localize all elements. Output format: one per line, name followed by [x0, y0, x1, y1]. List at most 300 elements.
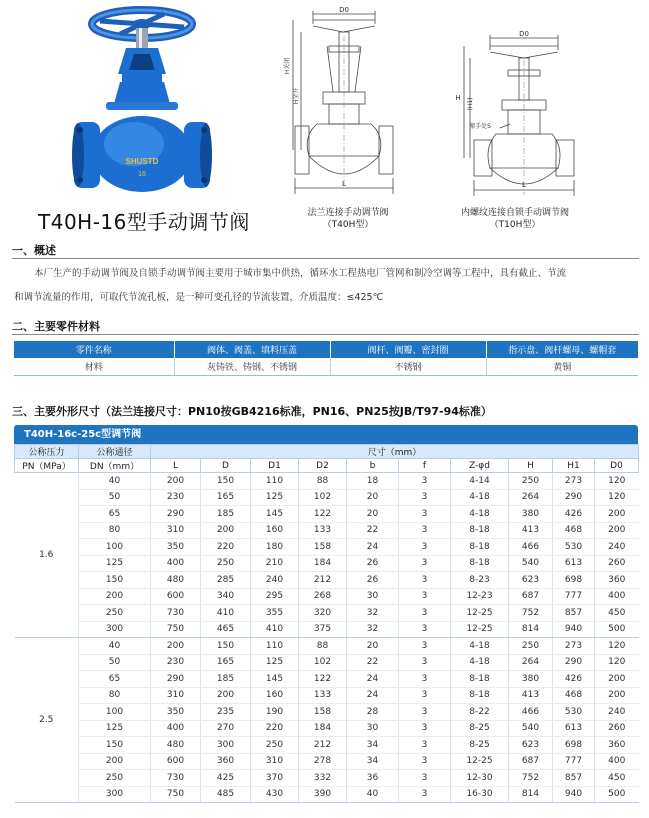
table-row	[15, 522, 639, 539]
dimension-cell: 200	[595, 671, 639, 688]
dimension-cell: 8-18	[451, 555, 509, 572]
dimension-cell: 332	[299, 770, 347, 787]
dimension-cell: 940	[553, 786, 595, 803]
dimension-cell: 540	[509, 720, 553, 737]
dimension-cell: 160	[251, 522, 299, 539]
diameter-cell: 150	[79, 572, 151, 589]
column-header: b	[347, 459, 399, 473]
dimension-cell: 500	[595, 621, 639, 638]
dimension-cell: 3	[399, 489, 451, 506]
dimension-cell: 264	[509, 654, 553, 671]
flange-drawing-caption	[278, 207, 418, 231]
dimension-cell: 426	[553, 506, 595, 523]
dimension-cell: 300	[201, 737, 251, 754]
table-row	[15, 489, 639, 506]
dimension-cell: 268	[299, 588, 347, 605]
table-row	[15, 638, 639, 655]
table-row	[15, 621, 639, 638]
table-row	[15, 753, 639, 770]
dimension-cell: 18	[347, 473, 399, 490]
diameter-cell: 125	[79, 720, 151, 737]
dimension-cell: 270	[201, 720, 251, 737]
dimension-cell: 3	[399, 687, 451, 704]
dimension-cell: 200	[201, 522, 251, 539]
dimension-cell: 8-18	[451, 539, 509, 556]
dimension-cell: 88	[299, 638, 347, 655]
dimension-cell: 273	[553, 638, 595, 655]
dimension-cell: 220	[251, 720, 299, 737]
dimension-cell: 3	[399, 770, 451, 787]
dimension-cell: 260	[595, 720, 639, 737]
table-row	[15, 506, 639, 523]
dimension-cell: 3	[399, 522, 451, 539]
dimension-cell: 600	[151, 753, 201, 770]
materials-cell: 不锈钢	[330, 358, 486, 375]
dimension-cell: 3	[399, 753, 451, 770]
dimension-cell: 165	[201, 654, 251, 671]
overview-line-2: 和调节流量的作用，可取代节流孔板，是一种可变孔径的节流装置，介质温度：≤425℃	[14, 292, 384, 303]
materials-header-cell: 指示盘、阀杆螺母、螺帽套	[486, 341, 638, 358]
column-header: H1	[553, 459, 595, 473]
diameter-cell: 250	[79, 770, 151, 787]
dimensions-subheader-row	[15, 459, 639, 473]
dimension-cell: 3	[399, 786, 451, 803]
dimension-cell: 88	[299, 473, 347, 490]
dimension-cell: 28	[347, 704, 399, 721]
dimension-cell: 12-25	[451, 605, 509, 622]
dimension-cell: 350	[151, 539, 201, 556]
dimension-cell: 360	[595, 737, 639, 754]
dimension-cell: 200	[151, 638, 201, 655]
column-header: D2	[299, 459, 347, 473]
dimension-cell: 310	[251, 753, 299, 770]
dimension-cell: 230	[151, 489, 201, 506]
dimension-cell: 273	[553, 473, 595, 490]
dimension-cell: 26	[347, 572, 399, 589]
diameter-cell: 50	[79, 489, 151, 506]
dimension-cell: 8-18	[451, 687, 509, 704]
dimension-cell: 26	[347, 555, 399, 572]
materials-header-cell: 零件名称	[14, 341, 174, 358]
dim-label-h-open: H全开	[293, 87, 300, 105]
dimension-cell: 400	[151, 555, 201, 572]
dimension-cell: 36	[347, 770, 399, 787]
dimension-cell: 360	[595, 572, 639, 589]
dimension-cell: 133	[299, 522, 347, 539]
caption-line: 内螺纹连接自锁手动调节阀	[460, 208, 569, 218]
dimension-cell: 8-18	[451, 522, 509, 539]
dimension-cell: 375	[299, 621, 347, 638]
dimension-cell: 3	[399, 473, 451, 490]
dimension-cell: 32	[347, 621, 399, 638]
dimension-cell: 40	[347, 786, 399, 803]
dimension-cell: 12-25	[451, 621, 509, 638]
column-header: D1	[251, 459, 299, 473]
dimension-cell: 250	[509, 473, 553, 490]
dimension-cell: 34	[347, 737, 399, 754]
dimension-cell: 120	[595, 654, 639, 671]
dimension-cell: 466	[509, 704, 553, 721]
dimension-cell: 264	[509, 489, 553, 506]
dimension-cell: 3	[399, 720, 451, 737]
diameter-cell: 300	[79, 621, 151, 638]
dimension-cell: 466	[509, 539, 553, 556]
dimension-cell: 220	[201, 539, 251, 556]
column-header: D	[201, 459, 251, 473]
table-row	[15, 572, 639, 589]
dimension-cell: 340	[201, 588, 251, 605]
diameter-cell: 250	[79, 605, 151, 622]
caption-line: （T40H型）	[322, 220, 374, 230]
dim-label-d0: D0	[339, 6, 349, 14]
table-row	[15, 720, 639, 737]
dimension-cell: 3	[399, 638, 451, 655]
dimension-cell: 230	[151, 654, 201, 671]
dimension-cell: 450	[595, 770, 639, 787]
dimension-cell: 698	[553, 572, 595, 589]
dimension-cell: 777	[553, 588, 595, 605]
section-divider	[12, 258, 639, 259]
dimension-cell: 12-23	[451, 588, 509, 605]
dimension-cell: 857	[553, 605, 595, 622]
table-row	[15, 605, 639, 622]
dimension-cell: 430	[251, 786, 299, 803]
dimension-cell: 752	[509, 605, 553, 622]
thread-drawing-caption	[432, 207, 598, 231]
dimension-cell: 857	[553, 770, 595, 787]
dimension-cell: 290	[553, 654, 595, 671]
table-row	[15, 539, 639, 556]
dimension-cell: 200	[595, 506, 639, 523]
table-row	[15, 737, 639, 754]
dimension-cell: 355	[251, 605, 299, 622]
dimension-cell: 623	[509, 572, 553, 589]
dimension-cell: 613	[553, 720, 595, 737]
dimension-cell: 8-18	[451, 671, 509, 688]
dimension-cell: 426	[553, 671, 595, 688]
dimension-cell: 480	[151, 572, 201, 589]
dimension-cell: 212	[299, 572, 347, 589]
column-header: f	[399, 459, 451, 473]
dimension-cell: 24	[347, 687, 399, 704]
caption-line: 法兰连接手动调节阀	[307, 208, 389, 218]
dimension-cell: 3	[399, 671, 451, 688]
dimension-cell: 410	[201, 605, 251, 622]
dimension-cell: 200	[595, 687, 639, 704]
dimension-cell: 530	[553, 704, 595, 721]
dimension-cell: 600	[151, 588, 201, 605]
dimension-cell: 185	[201, 506, 251, 523]
dimension-cell: 814	[509, 786, 553, 803]
header-pressure: 公称压力	[15, 445, 79, 459]
dimension-cell: 145	[251, 671, 299, 688]
dimension-cell: 250	[509, 638, 553, 655]
diameter-cell: 125	[79, 555, 151, 572]
dimension-cell: 468	[553, 522, 595, 539]
dimensions-table-title: T40H-16c-25c型调节阀	[14, 425, 638, 444]
pressure-cell: 2.5	[15, 638, 79, 803]
dimension-cell: 3	[399, 506, 451, 523]
dimension-cell: 240	[595, 704, 639, 721]
dimension-cell: 390	[299, 786, 347, 803]
dimension-cell: 4-18	[451, 506, 509, 523]
dimension-cell: 125	[251, 654, 299, 671]
dimension-cell: 212	[299, 737, 347, 754]
dimension-cell: 122	[299, 671, 347, 688]
dimension-cell: 750	[151, 621, 201, 638]
pressure-cell: 1.6	[15, 473, 79, 638]
dimension-cell: 3	[399, 555, 451, 572]
dimension-cell: 145	[251, 506, 299, 523]
diameter-cell: 300	[79, 786, 151, 803]
overview-line-1: 本厂生产的手动调节阀及自锁手动调节阀主要用于城市集中供热，循环水工程热电厂管网和制冷空调等工程中，具有截止、节流	[34, 268, 567, 279]
dimension-cell: 184	[299, 555, 347, 572]
dimension-cell: 777	[553, 753, 595, 770]
dimension-cell: 3	[399, 539, 451, 556]
dimension-cell: 3	[399, 621, 451, 638]
materials-table	[14, 341, 638, 376]
caption-line: （T10H型）	[489, 220, 541, 230]
dimension-cell: 158	[299, 539, 347, 556]
dimension-cell: 158	[299, 704, 347, 721]
dimension-cell: 200	[201, 687, 251, 704]
dimension-cell: 184	[299, 720, 347, 737]
photo-label-bottom: 16	[138, 171, 146, 178]
dimension-cell: 500	[595, 786, 639, 803]
materials-header-cell: 阀杆、阀瓣、密封圈	[330, 341, 486, 358]
dimension-cell: 200	[151, 473, 201, 490]
dimension-cell: 34	[347, 753, 399, 770]
dimension-cell: 20	[347, 489, 399, 506]
column-header: H	[509, 459, 553, 473]
dimension-cell: 480	[151, 737, 201, 754]
dimension-cell: 22	[347, 654, 399, 671]
dim-label-l: L	[522, 181, 526, 189]
dimension-cell: 24	[347, 671, 399, 688]
dimension-cell: 468	[553, 687, 595, 704]
dimension-cell: 400	[595, 588, 639, 605]
section-title-materials: 二、主要零件材料	[12, 320, 100, 333]
dimension-cell: 285	[201, 572, 251, 589]
table-row	[15, 654, 639, 671]
dimension-cell: 750	[151, 786, 201, 803]
dimension-cell: 687	[509, 588, 553, 605]
dimension-cell: 240	[595, 539, 639, 556]
materials-cell: 灰铸铁、铸钢、不锈钢	[174, 358, 330, 375]
dimension-cell: 133	[299, 687, 347, 704]
table-row	[15, 704, 639, 721]
dimension-cell: 3	[399, 654, 451, 671]
dim-label-wrench: 搬手处S	[469, 123, 491, 130]
dimension-cell: 240	[251, 572, 299, 589]
section-title-dimensions: 三、主要外形尺寸（法兰连接尺寸：PN10按GB4216标准，PN16、PN25按JB/T97-94标准）	[12, 405, 492, 418]
dimension-cell: 623	[509, 737, 553, 754]
dimension-cell: 290	[553, 489, 595, 506]
materials-row	[14, 358, 638, 375]
dimension-cell: 370	[251, 770, 299, 787]
dimension-cell: 20	[347, 506, 399, 523]
header-dimensions: 尺寸（mm）	[151, 445, 639, 459]
dimensions-table-block	[14, 425, 638, 803]
dimension-cell: 730	[151, 605, 201, 622]
diameter-cell: 50	[79, 654, 151, 671]
dimension-cell: 190	[251, 704, 299, 721]
dimension-cell: 8-25	[451, 737, 509, 754]
column-header: D0	[595, 459, 639, 473]
product-hero	[0, 0, 649, 240]
dimension-cell: 752	[509, 770, 553, 787]
dimension-cell: 30	[347, 588, 399, 605]
materials-header-cell: 阀体、阀盖、填料压盖	[174, 341, 330, 358]
dimension-cell: 30	[347, 720, 399, 737]
dimension-cell: 290	[151, 506, 201, 523]
dimension-cell: 4-18	[451, 489, 509, 506]
dimension-cell: 310	[151, 687, 201, 704]
dimension-cell: 8-23	[451, 572, 509, 589]
header-dn-unit: DN（mm）	[79, 459, 151, 473]
dimension-cell: 400	[151, 720, 201, 737]
dim-label-h1: (H1)	[467, 97, 474, 111]
dimension-cell: 102	[299, 489, 347, 506]
materials-cell: 黄铜	[486, 358, 638, 375]
dimension-cell: 20	[347, 638, 399, 655]
dimension-cell: 465	[201, 621, 251, 638]
dimension-cell: 687	[509, 753, 553, 770]
dimension-cell: 12-30	[451, 770, 509, 787]
dimension-cell: 413	[509, 522, 553, 539]
diameter-cell: 100	[79, 539, 151, 556]
table-row	[15, 687, 639, 704]
dimensions-table	[14, 444, 639, 803]
dimension-cell: 250	[201, 555, 251, 572]
dimension-cell: 350	[151, 704, 201, 721]
dimension-cell: 450	[595, 605, 639, 622]
dimension-cell: 22	[347, 522, 399, 539]
diameter-cell: 40	[79, 638, 151, 655]
dimension-cell: 400	[595, 753, 639, 770]
thread-valve-drawing	[440, 30, 590, 205]
dimension-cell: 150	[201, 473, 251, 490]
dimension-cell: 730	[151, 770, 201, 787]
dimension-cell: 4-14	[451, 473, 509, 490]
dimension-cell: 320	[299, 605, 347, 622]
dimension-cell: 24	[347, 539, 399, 556]
dimension-cell: 250	[251, 737, 299, 754]
dimension-cell: 16-30	[451, 786, 509, 803]
dimension-cell: 413	[509, 687, 553, 704]
diameter-cell: 200	[79, 753, 151, 770]
dimension-cell: 410	[251, 621, 299, 638]
dimension-cell: 3	[399, 588, 451, 605]
header-pn-unit: PN（MPa）	[15, 459, 79, 473]
diameter-cell: 200	[79, 588, 151, 605]
dimension-cell: 120	[595, 473, 639, 490]
dimension-cell: 4-18	[451, 654, 509, 671]
dim-label-l: L	[342, 180, 346, 188]
product-title: T40H-16型手动调节阀	[38, 210, 250, 234]
dimension-cell: 8-25	[451, 720, 509, 737]
diameter-cell: 150	[79, 737, 151, 754]
dimension-cell: 160	[251, 687, 299, 704]
table-row	[15, 786, 639, 803]
dimension-cell: 260	[595, 555, 639, 572]
dimension-cell: 102	[299, 654, 347, 671]
dimension-cell: 110	[251, 473, 299, 490]
dim-label-d0: D0	[519, 30, 529, 38]
photo-label-top: SHUSTD	[125, 157, 159, 166]
dimension-cell: 122	[299, 506, 347, 523]
column-header: Z-φd	[451, 459, 509, 473]
dimension-cell: 210	[251, 555, 299, 572]
table-row	[15, 671, 639, 688]
dimension-cell: 485	[201, 786, 251, 803]
dimension-cell: 360	[201, 753, 251, 770]
materials-cell: 材料	[14, 358, 174, 375]
diameter-cell: 80	[79, 687, 151, 704]
dimension-cell: 120	[595, 638, 639, 655]
dimension-cell: 185	[201, 671, 251, 688]
dimension-cell: 165	[201, 489, 251, 506]
dimension-cell: 12-25	[451, 753, 509, 770]
dimension-cell: 613	[553, 555, 595, 572]
section-title-overview: 一、概述	[12, 244, 56, 257]
dimension-cell: 278	[299, 753, 347, 770]
dimension-cell: 150	[201, 638, 251, 655]
diameter-cell: 65	[79, 506, 151, 523]
dimension-cell: 380	[509, 506, 553, 523]
dimension-cell: 310	[151, 522, 201, 539]
header-diameter: 公称通径	[79, 445, 151, 459]
dimension-cell: 290	[151, 671, 201, 688]
section-divider	[12, 334, 639, 335]
table-row	[15, 770, 639, 787]
dimension-cell: 200	[595, 522, 639, 539]
dimension-cell: 32	[347, 605, 399, 622]
dimensions-header-row	[15, 445, 639, 459]
diameter-cell: 100	[79, 704, 151, 721]
dimension-cell: 120	[595, 489, 639, 506]
dimension-cell: 3	[399, 704, 451, 721]
dimension-cell: 3	[399, 737, 451, 754]
dimension-cell: 380	[509, 671, 553, 688]
dim-label-h-close: H关闭	[284, 57, 291, 75]
diameter-cell: 40	[79, 473, 151, 490]
dimension-cell: 110	[251, 638, 299, 655]
dimension-cell: 814	[509, 621, 553, 638]
column-header: L	[151, 459, 201, 473]
diameter-cell: 80	[79, 522, 151, 539]
dimension-cell: 425	[201, 770, 251, 787]
dimension-cell: 235	[201, 704, 251, 721]
dimension-cell: 3	[399, 572, 451, 589]
materials-header-row	[14, 341, 638, 358]
dimensions-table-body	[15, 473, 639, 803]
table-row	[15, 555, 639, 572]
diameter-cell: 65	[79, 671, 151, 688]
dim-label-h: H	[455, 94, 461, 102]
table-row	[15, 588, 639, 605]
dimension-cell: 940	[553, 621, 595, 638]
table-row	[15, 473, 639, 490]
dimension-cell: 540	[509, 555, 553, 572]
dimension-cell: 530	[553, 539, 595, 556]
dimension-cell: 8-22	[451, 704, 509, 721]
valve-product-photo	[60, 4, 235, 204]
dimension-cell: 4-18	[451, 638, 509, 655]
dimension-cell: 180	[251, 539, 299, 556]
dimension-cell: 125	[251, 489, 299, 506]
dimension-cell: 3	[399, 605, 451, 622]
